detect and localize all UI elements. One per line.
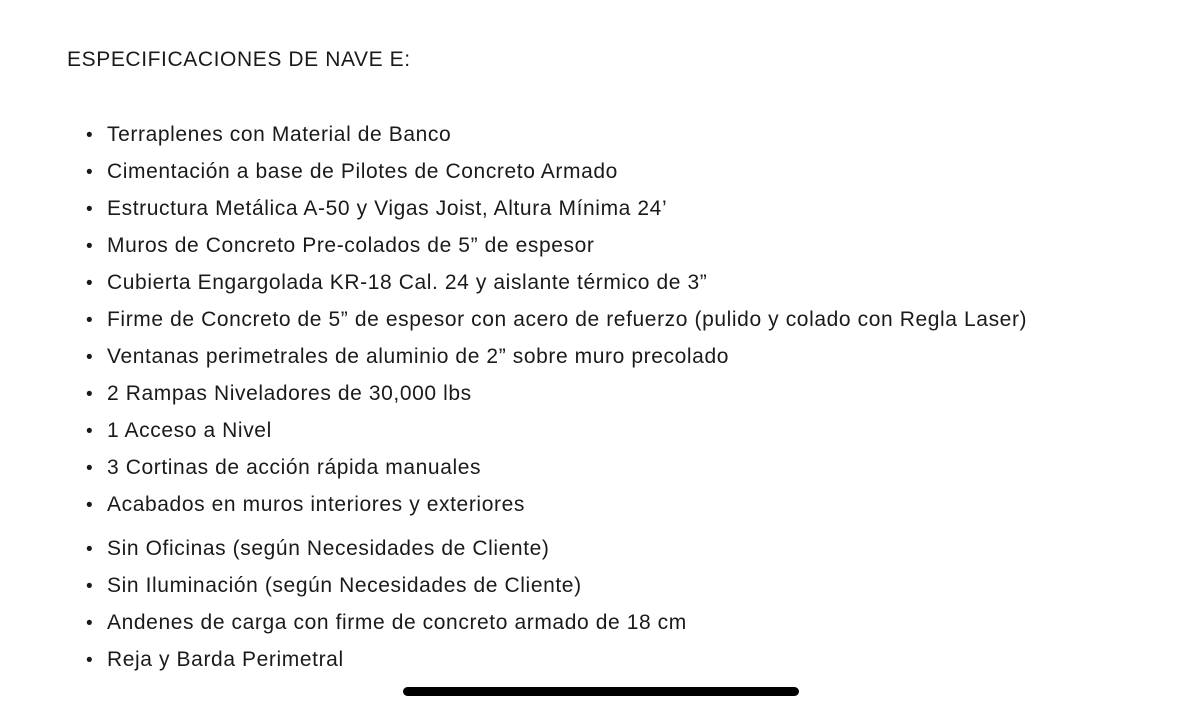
list-item (86, 533, 1027, 570)
bullet-icon: • (86, 539, 94, 560)
bullet-icon: • (86, 162, 94, 183)
bullet-icon: • (86, 458, 94, 479)
list-item (86, 193, 1027, 230)
list-item (86, 415, 1027, 452)
list-item-text: 2 Rampas Niveladores de 30,000 lbs (107, 382, 472, 405)
page-title: ESPECIFICACIONES DE NAVE E: (67, 48, 411, 71)
bullet-icon: • (86, 236, 94, 257)
list-item (86, 156, 1027, 193)
list-item (86, 452, 1027, 489)
bullet-icon: • (86, 384, 94, 405)
bullet-icon: • (86, 495, 94, 516)
bullet-icon: • (86, 125, 94, 146)
list-item (86, 489, 1027, 526)
bullet-icon: • (86, 273, 94, 294)
bullet-icon: • (86, 310, 94, 331)
list-item (86, 230, 1027, 267)
list-item-text: Acabados en muros interiores y exteriores (107, 493, 525, 516)
home-indicator-bar[interactable] (403, 687, 799, 696)
list-item (86, 267, 1027, 304)
list-item-text: 3 Cortinas de acción rápida manuales (107, 456, 482, 479)
list-item (86, 119, 1027, 156)
list-item (86, 570, 1027, 607)
bullet-icon: • (86, 199, 94, 220)
bullet-icon: • (86, 421, 94, 442)
list-item-text: 1 Acceso a Nivel (107, 419, 272, 442)
list-item-text: Ventanas perimetrales de aluminio de 2” sobre muro precolado (107, 345, 729, 368)
list-item-text: Cubierta Engargolada KR-18 Cal. 24 y aislante térmico de 3” (107, 271, 708, 294)
bullet-icon: • (86, 576, 94, 597)
list-item-text: Terraplenes con Material de Banco (107, 123, 452, 146)
list-item (86, 607, 1027, 644)
list-item-text: Cimentación a base de Pilotes de Concreto Armado (107, 160, 618, 183)
list-item-text: Sin Oficinas (según Necesidades de Cliente) (107, 537, 550, 560)
list-item (86, 644, 1027, 681)
list-item (86, 378, 1027, 415)
list-item-text: Estructura Metálica A-50 y Vigas Joist, Altura Mínima 24’ (107, 197, 668, 220)
list-item (86, 304, 1027, 341)
bullet-icon: • (86, 650, 94, 671)
list-item (86, 341, 1027, 378)
specifications-list (86, 119, 1027, 681)
list-item-text: Muros de Concreto Pre-colados de 5” de espesor (107, 234, 595, 257)
bullet-icon: • (86, 347, 94, 368)
list-item-text: Firme de Concreto de 5” de espesor con acero de refuerzo (pulido y colado con Regla Laser) (107, 308, 1028, 331)
list-item-text: Sin Iluminación (según Necesidades de Cliente) (107, 574, 582, 597)
bullet-icon: • (86, 613, 94, 634)
list-item-text: Andenes de carga con firme de concreto armado de 18 cm (107, 611, 687, 634)
list-item-text: Reja y Barda Perimetral (107, 648, 344, 671)
